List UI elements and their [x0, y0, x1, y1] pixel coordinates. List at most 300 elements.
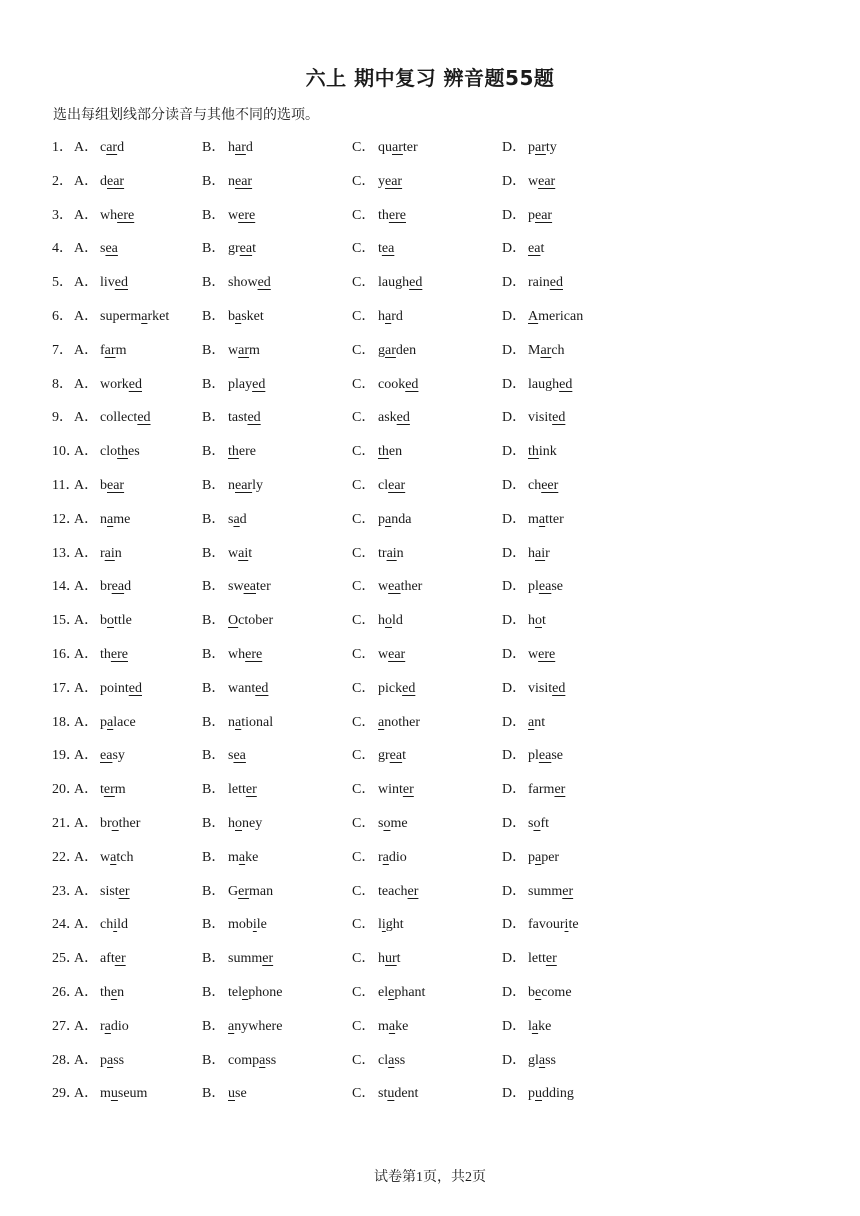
- option-word: garden: [378, 342, 417, 358]
- option-letter: A．: [74, 342, 99, 358]
- option-word: class: [378, 1052, 406, 1068]
- option-b: [202, 134, 253, 162]
- option-letter: D．: [502, 883, 527, 899]
- option-d: [502, 269, 563, 297]
- option-letter: D．: [502, 748, 527, 764]
- underlined-part: o: [383, 815, 391, 831]
- option-word: make: [378, 1018, 409, 1034]
- option-word: favourite: [528, 917, 579, 933]
- option-b: [202, 438, 256, 466]
- underlined-part: a: [235, 714, 242, 730]
- option-word: worked: [100, 376, 142, 392]
- option-letter: A．: [74, 410, 99, 426]
- option-word: farmer: [528, 782, 566, 798]
- underlined-part: er: [545, 951, 557, 967]
- option-c: [352, 742, 406, 770]
- option-letter: B．: [202, 241, 226, 257]
- option-word: year: [378, 173, 403, 189]
- option-letter: B．: [202, 951, 226, 967]
- option-d: [502, 404, 565, 432]
- question-number: 13．: [52, 545, 80, 561]
- underlined-part: ai: [386, 545, 397, 561]
- option-letter: C．: [352, 140, 376, 155]
- option-word: near: [228, 173, 253, 189]
- underlined-part: i: [252, 917, 257, 933]
- option-word: summer: [228, 951, 274, 967]
- option-b: [202, 945, 273, 973]
- option-letter: D．: [502, 511, 527, 527]
- option-word: radio: [100, 1018, 129, 1034]
- question-number: 11．: [52, 477, 80, 493]
- underlined-part: ear: [107, 173, 125, 189]
- question-row: [52, 675, 812, 709]
- option-word: wait: [228, 545, 253, 561]
- option-letter: A．: [74, 275, 99, 291]
- underlined-part: ai: [238, 545, 249, 561]
- option-word: tasted: [228, 410, 261, 426]
- option-letter: B．: [202, 444, 226, 460]
- question-number: 29．: [52, 1086, 80, 1102]
- underlined-part: ea: [243, 579, 256, 595]
- question-row: [52, 1013, 812, 1047]
- option-letter: A．: [74, 951, 99, 967]
- option-b: [202, 337, 260, 365]
- question-number: 1．: [52, 140, 73, 155]
- option-word: pass: [100, 1052, 125, 1068]
- option-b: [202, 573, 271, 601]
- question-number: 15．: [52, 613, 80, 629]
- underlined-part: ea: [389, 748, 403, 764]
- underlined-part: ere: [538, 646, 556, 662]
- option-word: where: [228, 646, 263, 662]
- option-word: played: [228, 376, 266, 392]
- option-word: March: [528, 342, 565, 358]
- option-a: [74, 1080, 147, 1108]
- underlined-part: e: [388, 984, 395, 1000]
- option-word: laughed: [528, 376, 573, 392]
- option-word: wear: [378, 646, 406, 662]
- option-c: [352, 911, 404, 939]
- option-letter: C．: [352, 1052, 376, 1068]
- underlined-part: a: [110, 849, 117, 865]
- option-word: warm: [228, 342, 260, 358]
- instruction-text: 选出每组划线部分读音与其他不同的选项。: [53, 107, 319, 123]
- option-word: great: [378, 748, 406, 764]
- question-row: [52, 303, 812, 337]
- question-row: [52, 472, 812, 506]
- option-c: [352, 337, 416, 365]
- option-a: [74, 438, 140, 466]
- option-b: [202, 540, 252, 568]
- option-word: great: [228, 241, 256, 257]
- option-b: [202, 506, 247, 534]
- option-letter: C．: [352, 477, 376, 493]
- underlined-part: er: [245, 782, 257, 798]
- question-number: 21．: [52, 815, 80, 831]
- underlined-part: ear: [235, 477, 253, 493]
- option-b: [202, 810, 262, 838]
- underlined-part: u: [228, 1086, 235, 1102]
- option-b: [202, 1013, 282, 1041]
- option-letter: B．: [202, 511, 226, 527]
- underlined-part: ed: [252, 376, 266, 392]
- underlined-part: e: [535, 984, 542, 1000]
- option-word: wear: [528, 173, 556, 189]
- option-a: [74, 607, 132, 635]
- underlined-part: ed: [405, 376, 419, 392]
- underlined-part: ed: [549, 275, 563, 291]
- underlined-part: ere: [117, 207, 135, 223]
- option-b: [202, 878, 273, 906]
- option-letter: C．: [352, 376, 376, 392]
- option-letter: D．: [502, 680, 527, 696]
- option-letter: A．: [74, 748, 99, 764]
- option-word: letter: [228, 782, 257, 798]
- option-d: [502, 1080, 574, 1108]
- option-b: [202, 269, 271, 297]
- option-letter: B．: [202, 883, 226, 899]
- option-word: visited: [528, 680, 566, 696]
- underlined-part: ear: [385, 173, 403, 189]
- option-c: [352, 303, 403, 331]
- question-number: 6．: [52, 308, 73, 324]
- option-word: ant: [528, 714, 546, 730]
- option-c: [352, 134, 418, 162]
- underlined-part: ar: [235, 140, 246, 155]
- underlined-part: a: [388, 1052, 395, 1068]
- underlined-part: er: [118, 883, 130, 899]
- option-word: American: [528, 308, 584, 324]
- option-d: [502, 472, 558, 500]
- option-b: [202, 303, 264, 331]
- option-word: hurt: [378, 951, 401, 967]
- question-number: 8．: [52, 376, 73, 392]
- question-row: [52, 573, 812, 607]
- option-b: [202, 979, 282, 1007]
- underlined-part: ur: [385, 951, 397, 967]
- option-a: [74, 202, 134, 230]
- option-a: [74, 269, 128, 297]
- underlined-part: a: [528, 714, 535, 730]
- option-letter: A．: [74, 714, 99, 730]
- underlined-part: ed: [247, 410, 261, 426]
- option-letter: B．: [202, 748, 226, 764]
- page-title: 六上 期中复习 辨音题55题: [305, 66, 555, 90]
- option-letter: D．: [502, 173, 527, 189]
- option-word: rained: [528, 275, 563, 291]
- underlined-part: ea: [538, 748, 552, 764]
- question-row: [52, 709, 812, 743]
- option-d: [502, 607, 546, 635]
- option-letter: B．: [202, 1052, 226, 1068]
- option-word: hold: [378, 613, 403, 629]
- option-letter: C．: [352, 308, 376, 324]
- question-row: [52, 844, 812, 878]
- question-number: 26．: [52, 984, 80, 1000]
- option-letter: C．: [352, 207, 376, 223]
- option-word: there: [100, 646, 128, 662]
- underlined-part: ea: [100, 748, 113, 764]
- option-letter: D．: [502, 646, 527, 662]
- underlined-part: ed: [128, 376, 142, 392]
- option-letter: D．: [502, 342, 527, 358]
- option-word: clear: [378, 477, 406, 493]
- option-letter: C．: [352, 680, 376, 696]
- underlined-part: ai: [104, 545, 115, 561]
- option-word: hard: [228, 140, 253, 155]
- underlined-part: er: [407, 883, 419, 899]
- underlined-part: ea: [105, 241, 118, 257]
- underlined-part: a: [107, 511, 114, 527]
- option-word: there: [378, 207, 406, 223]
- option-c: [352, 404, 410, 432]
- option-word: easy: [100, 748, 125, 764]
- option-d: [502, 878, 573, 906]
- underlined-part: a: [538, 511, 546, 527]
- option-letter: D．: [502, 410, 527, 426]
- option-d: [502, 844, 559, 872]
- option-letter: B．: [202, 1018, 226, 1034]
- underlined-part: ere: [245, 646, 263, 662]
- option-letter: D．: [502, 376, 527, 392]
- option-a: [74, 1013, 129, 1041]
- option-letter: B．: [202, 275, 226, 291]
- option-word: laughed: [378, 275, 423, 291]
- underlined-part: o: [107, 613, 114, 629]
- option-word: farm: [100, 342, 127, 358]
- question-number: 5．: [52, 275, 73, 291]
- option-c: [352, 1047, 405, 1075]
- option-letter: B．: [202, 815, 226, 831]
- underlined-part: ed: [402, 680, 416, 696]
- option-b: [202, 472, 263, 500]
- option-word: sister: [100, 883, 130, 899]
- option-word: rain: [100, 545, 122, 561]
- question-number: 28．: [52, 1052, 80, 1068]
- option-d: [502, 202, 552, 230]
- option-letter: D．: [502, 207, 527, 223]
- option-word: card: [100, 140, 125, 155]
- option-word: hard: [378, 308, 403, 324]
- option-b: [202, 641, 262, 669]
- question-number: 4．: [52, 241, 73, 257]
- underlined-part: ea: [388, 579, 401, 595]
- underlined-part: er: [562, 883, 574, 899]
- option-letter: C．: [352, 173, 376, 189]
- underlined-part: A: [528, 308, 539, 324]
- underlined-part: i: [564, 917, 569, 933]
- option-b: [202, 742, 246, 770]
- question-row: [52, 438, 812, 472]
- underlined-part: a: [385, 511, 392, 527]
- option-word: cooked: [378, 376, 419, 392]
- option-c: [352, 269, 422, 297]
- question-number: 9．: [52, 410, 73, 426]
- option-d: [502, 1047, 556, 1075]
- underlined-part: ea: [233, 748, 246, 764]
- underlined-part: a: [233, 511, 240, 527]
- option-b: [202, 1047, 276, 1075]
- option-word: teacher: [378, 883, 419, 899]
- question-row: [52, 540, 812, 574]
- underlined-part: a: [259, 1052, 266, 1068]
- option-b: [202, 911, 267, 939]
- option-letter: D．: [502, 477, 527, 493]
- question-row: [52, 235, 812, 269]
- option-word: lake: [528, 1018, 552, 1034]
- underlined-part: ar: [392, 140, 403, 155]
- option-letter: A．: [74, 613, 99, 629]
- option-letter: C．: [352, 511, 376, 527]
- underlined-part: e: [242, 984, 249, 1000]
- option-word: national: [228, 714, 274, 730]
- question-number: 12．: [52, 511, 80, 527]
- question-number: 25．: [52, 951, 80, 967]
- option-letter: B．: [202, 477, 226, 493]
- option-letter: D．: [502, 782, 527, 798]
- question-number: 7．: [52, 342, 73, 358]
- option-letter: C．: [352, 1018, 376, 1034]
- option-word: October: [228, 613, 274, 629]
- question-row: [52, 371, 812, 405]
- option-a: [74, 134, 124, 162]
- option-d: [502, 303, 583, 331]
- option-d: [502, 134, 557, 162]
- option-letter: A．: [74, 984, 99, 1000]
- underlined-part: a: [382, 849, 389, 865]
- option-letter: C．: [352, 275, 376, 291]
- question-row: [52, 337, 812, 371]
- option-letter: C．: [352, 748, 376, 764]
- option-a: [74, 776, 126, 804]
- option-letter: C．: [352, 545, 376, 561]
- question-row: [52, 979, 812, 1013]
- option-c: [352, 235, 394, 263]
- option-word: compass: [228, 1052, 277, 1068]
- option-d: [502, 641, 555, 669]
- question-number: 3．: [52, 207, 73, 223]
- option-letter: B．: [202, 849, 226, 865]
- underlined-part: a: [107, 714, 114, 730]
- option-word: after: [100, 951, 126, 967]
- option-word: honey: [228, 815, 263, 831]
- option-c: [352, 371, 418, 399]
- option-c: [352, 1080, 418, 1108]
- option-c: [352, 776, 414, 804]
- option-b: [202, 675, 268, 703]
- option-letter: C．: [352, 613, 376, 629]
- underlined-part: ear: [535, 207, 553, 223]
- option-word: were: [228, 207, 256, 223]
- option-b: [202, 844, 258, 872]
- question-number: 16．: [52, 646, 80, 662]
- underlined-part: ar: [238, 342, 250, 358]
- option-b: [202, 202, 255, 230]
- question-number: 20．: [52, 782, 80, 798]
- option-letter: B．: [202, 1086, 226, 1102]
- option-c: [352, 438, 402, 466]
- underlined-part: O: [228, 613, 239, 629]
- option-a: [74, 945, 126, 973]
- option-word: there: [228, 444, 256, 460]
- option-word: asked: [378, 410, 410, 426]
- option-d: [502, 979, 572, 1007]
- option-letter: C．: [352, 444, 376, 460]
- option-letter: A．: [74, 545, 99, 561]
- option-word: where: [100, 207, 135, 223]
- option-word: radio: [378, 849, 407, 865]
- option-letter: C．: [352, 951, 376, 967]
- option-letter: A．: [74, 849, 99, 865]
- option-a: [74, 540, 122, 568]
- option-word: sea: [228, 748, 246, 764]
- underlined-part: o: [111, 815, 119, 831]
- option-b: [202, 709, 273, 737]
- question-row: [52, 269, 812, 303]
- option-letter: D．: [502, 1018, 527, 1034]
- option-d: [502, 168, 555, 196]
- underlined-part: th: [528, 444, 539, 460]
- underlined-part: ea: [381, 241, 395, 257]
- question-number: 17．: [52, 680, 80, 696]
- option-word: wanted: [228, 680, 269, 696]
- option-word: glass: [528, 1052, 557, 1068]
- option-word: sad: [228, 511, 247, 527]
- option-word: watch: [100, 849, 134, 865]
- option-letter: D．: [502, 1052, 527, 1068]
- option-c: [352, 472, 405, 500]
- underlined-part: i: [381, 917, 386, 933]
- question-number: 19．: [52, 748, 80, 764]
- option-word: child: [100, 917, 128, 933]
- question-row: [52, 404, 812, 438]
- option-a: [74, 371, 142, 399]
- option-word: palace: [100, 714, 136, 730]
- underlined-part: ai: [535, 545, 546, 561]
- option-word: tea: [378, 241, 395, 257]
- option-a: [74, 641, 128, 669]
- page-footer: 试卷第1页，共2页: [374, 1170, 486, 1185]
- option-word: dear: [100, 173, 125, 189]
- option-letter: A．: [74, 444, 99, 460]
- underlined-part: ar: [535, 140, 546, 155]
- option-word: weather: [378, 579, 423, 595]
- option-word: supermarket: [100, 308, 170, 324]
- option-c: [352, 709, 420, 737]
- option-d: [502, 742, 563, 770]
- underlined-part: a: [235, 308, 242, 324]
- option-b: [202, 371, 265, 399]
- option-letter: C．: [352, 849, 376, 865]
- option-letter: A．: [74, 241, 99, 257]
- option-letter: B．: [202, 984, 226, 1000]
- option-letter: D．: [502, 308, 527, 324]
- option-a: [74, 810, 140, 838]
- question-row: [52, 168, 812, 202]
- option-word: pointed: [100, 680, 142, 696]
- option-d: [502, 573, 563, 601]
- option-letter: A．: [74, 782, 99, 798]
- underlined-part: a: [531, 1018, 539, 1034]
- option-a: [74, 506, 130, 534]
- underlined-part: th: [228, 444, 239, 460]
- option-c: [352, 168, 402, 196]
- question-row: [52, 134, 812, 168]
- option-word: party: [528, 140, 557, 155]
- option-letter: C．: [352, 984, 376, 1000]
- question-number: 2．: [52, 173, 73, 189]
- underlined-part: a: [378, 714, 385, 730]
